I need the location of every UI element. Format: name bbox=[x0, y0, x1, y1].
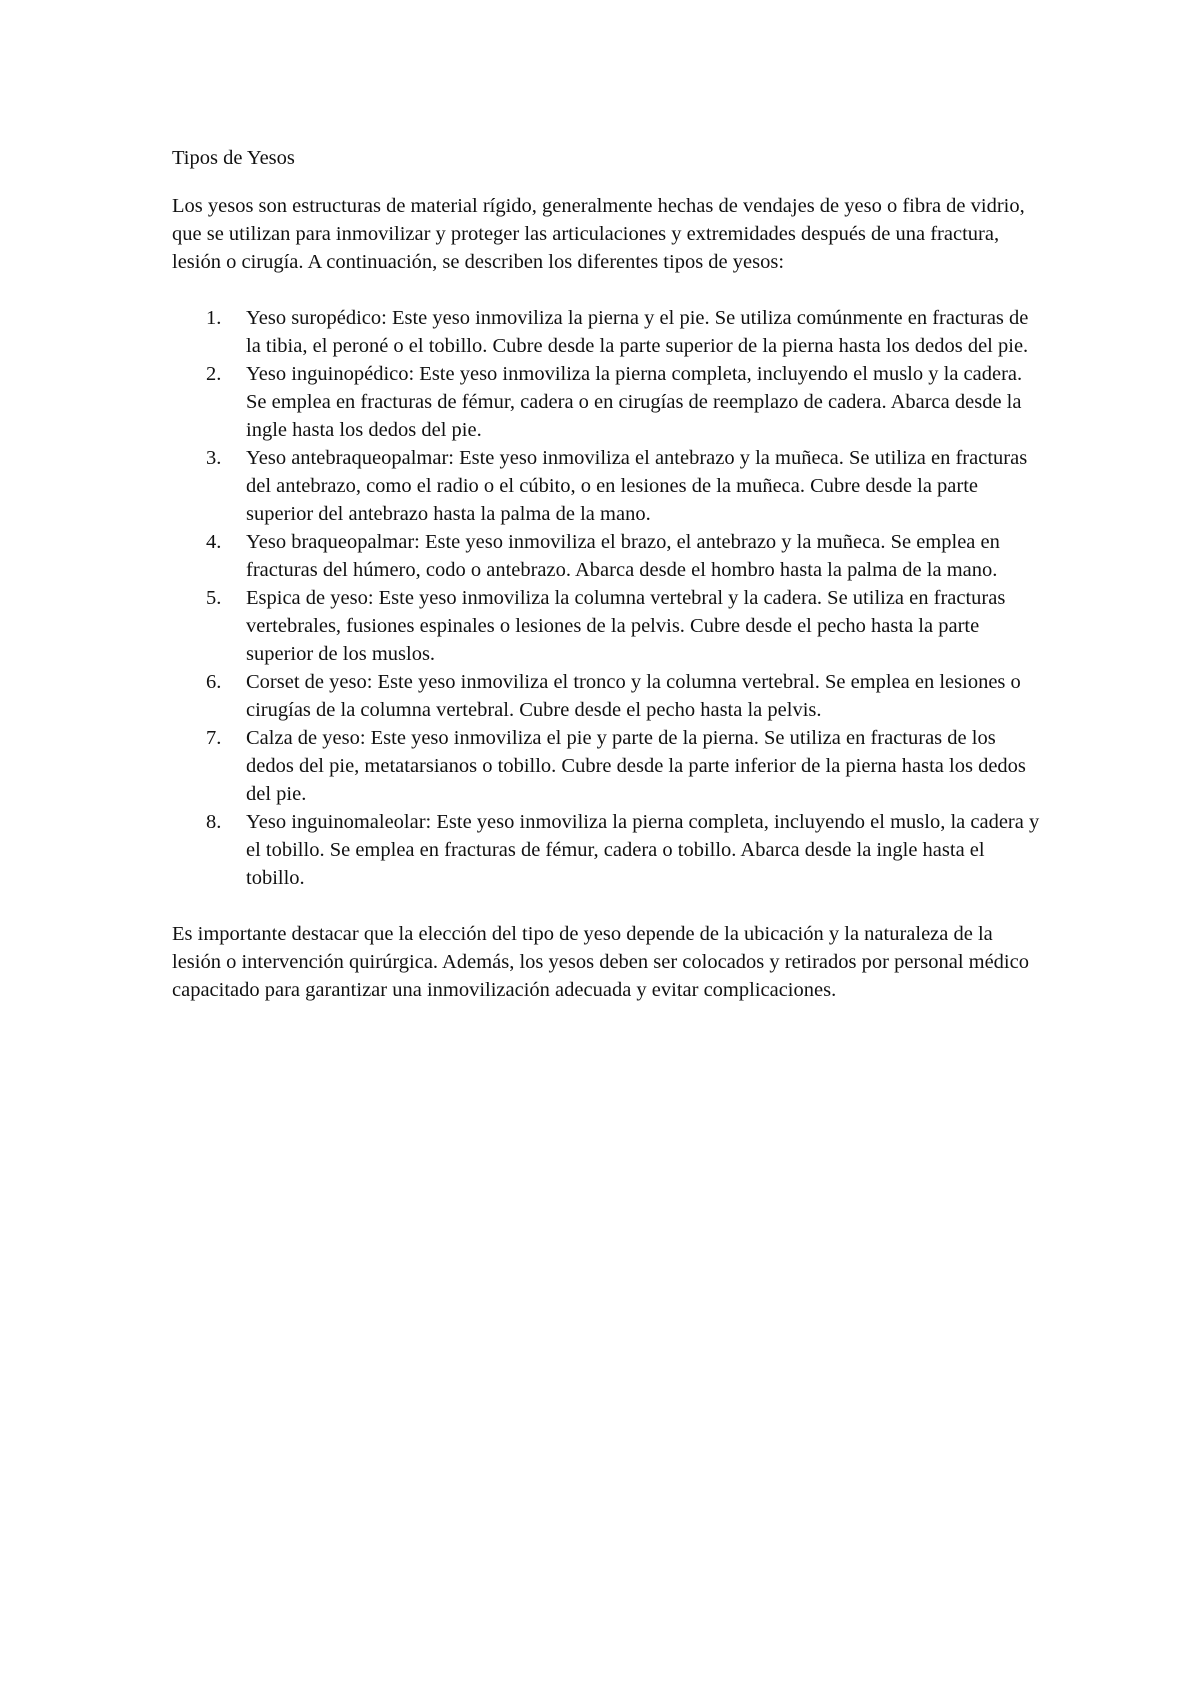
list-item bbox=[172, 668, 1042, 724]
list-item-text: Corset de yeso: Este yeso inmoviliza el tronco y la columna vertebral. Se emplea en lesiones o cirugías de la columna vertebral. Cubre desde el pecho hasta la pelvis. bbox=[246, 671, 1021, 721]
list-item-text: Espica de yeso: Este yeso inmoviliza la columna vertebral y la cadera. Se utiliza en fracturas vertebrales, fusiones espinales o lesiones de la pelvis. Cubre desde el pecho hasta la parte superior de los muslos. bbox=[246, 587, 1006, 665]
list-item-text: Yeso antebraqueopalmar: Este yeso inmoviliza el antebrazo y la muñeca. Se utiliza en fracturas del antebrazo, como el radio o el cúbito, o en lesiones de la muñeca. Cubre desde la parte superior del antebrazo hasta la palma de la mano. bbox=[246, 447, 1028, 525]
list-item-number: 6. bbox=[206, 671, 222, 693]
list-item-text: Yeso suropédico: Este yeso inmoviliza la pierna y el pie. Se utiliza comúnmente en fracturas de la tibia, el peroné o el tobillo. Cubre desde la parte superior de la pierna hasta los dedos del pie. bbox=[246, 307, 1029, 357]
list-item bbox=[172, 808, 1042, 892]
list-item-number: 3. bbox=[206, 447, 222, 469]
list-item-number: 8. bbox=[206, 811, 222, 833]
list-item bbox=[172, 528, 1042, 584]
list-item-text: Calza de yeso: Este yeso inmoviliza el pie y parte de la pierna. Se utiliza en fracturas de los dedos del pie, metatarsianos o tobillo. Cubre desde la parte inferior de la pierna hasta los dedos del pie. bbox=[246, 727, 1026, 805]
list-item bbox=[172, 360, 1042, 444]
cast-types-list bbox=[172, 304, 1042, 892]
list-item bbox=[172, 724, 1042, 808]
list-item bbox=[172, 444, 1042, 528]
list-item-number: 1. bbox=[206, 307, 222, 329]
intro-paragraph: Los yesos son estructuras de material rígido, generalmente hechas de vendajes de yeso o fibra de vidrio, que se utilizan para inmovilizar y proteger las articulaciones y extremidades después de una fractura, lesión o cirugía. A continuación, se describen los diferentes tipos de yesos: bbox=[172, 195, 1025, 273]
list-item-number: 2. bbox=[206, 363, 222, 385]
list-item-number: 4. bbox=[206, 531, 222, 553]
list-item-text: Yeso inguinomaleolar: Este yeso inmoviliza la pierna completa, incluyendo el muslo, la cadera y el tobillo. Se emplea en fracturas de fémur, cadera o tobillo. Abarca desde la ingle hasta el tobillo. bbox=[246, 811, 1040, 889]
list-item-text: Yeso braqueopalmar: Este yeso inmoviliza el brazo, el antebrazo y la muñeca. Se emplea en fracturas del húmero, codo o antebrazo. Abarca desde el hombro hasta la palma de la mano. bbox=[246, 531, 1000, 581]
document-body bbox=[172, 144, 1042, 1004]
list-item-number: 7. bbox=[206, 727, 222, 749]
list-item bbox=[172, 584, 1042, 668]
conclusion-paragraph: Es importante destacar que la elección del tipo de yeso depende de la ubicación y la naturaleza de la lesión o intervención quirúrgica. Además, los yesos deben ser colocados y retirados por personal médico capacitado para garantizar una inmovilización adecuada y evitar complicaciones. bbox=[172, 923, 1029, 1001]
document-title: Tipos de Yesos bbox=[172, 147, 295, 169]
list-item-text: Yeso inguinopédico: Este yeso inmoviliza la pierna completa, incluyendo el muslo y la cadera. Se emplea en fracturas de fémur, cadera o en cirugías de reemplazo de cadera. Abarca desde la ingle hasta los dedos del pie. bbox=[246, 363, 1023, 441]
list-item bbox=[172, 304, 1042, 360]
list-item-number: 5. bbox=[206, 587, 222, 609]
